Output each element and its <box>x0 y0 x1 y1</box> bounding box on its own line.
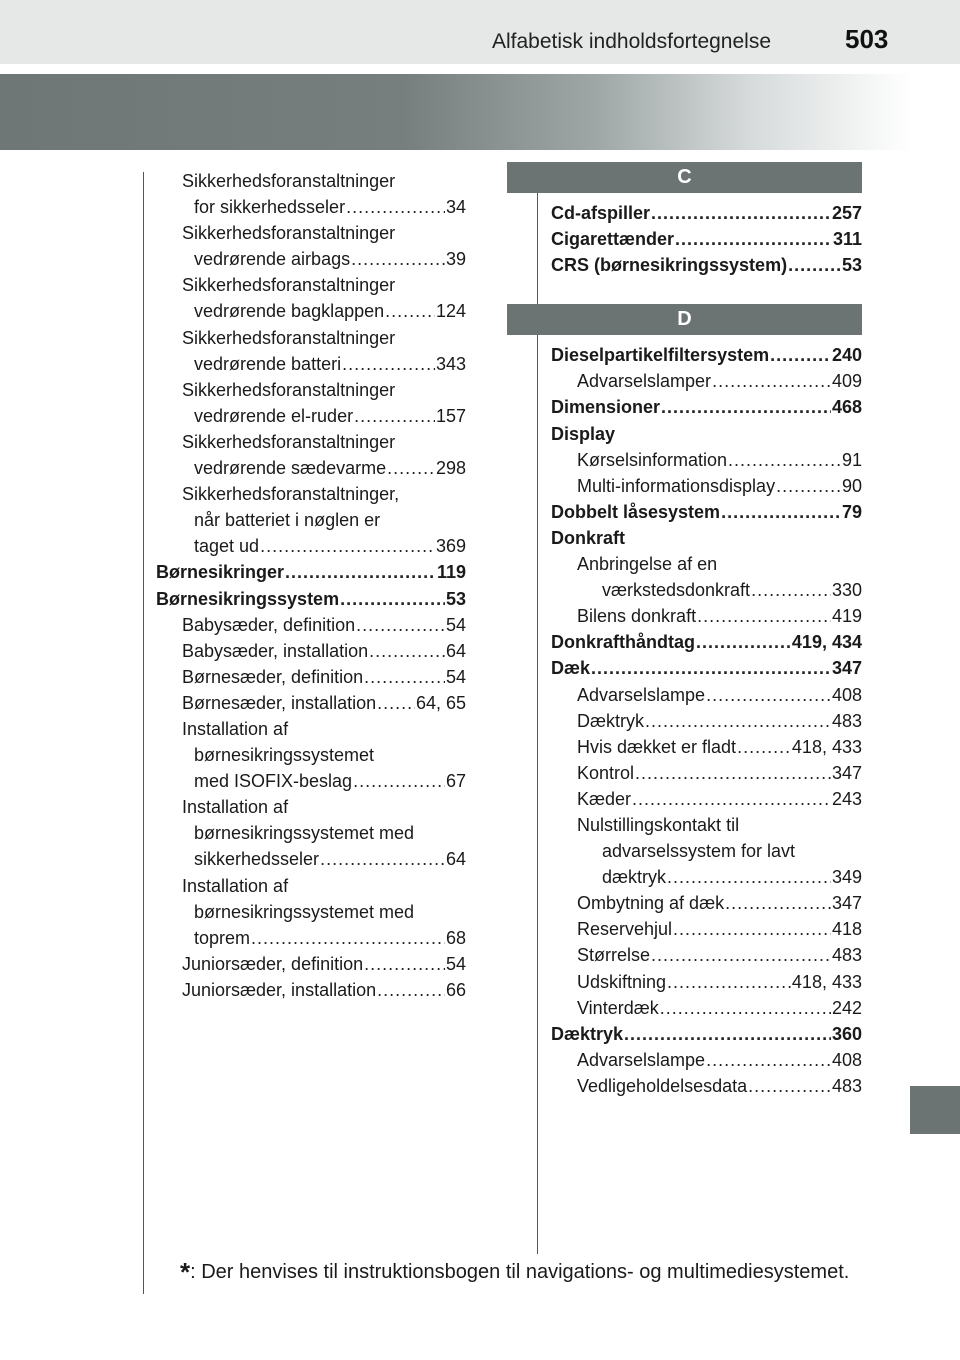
index-entry-term: vedrørende airbags <box>194 249 351 270</box>
index-entry <box>551 838 862 864</box>
index-entry-term: Sikkerhedsforanstaltninger <box>182 275 396 296</box>
dot-leader <box>675 226 832 252</box>
index-entry-page: 347 <box>831 893 862 914</box>
index-entry <box>551 447 862 473</box>
index-entry <box>156 429 466 455</box>
dot-leader <box>751 577 831 603</box>
index-entry-page: 91 <box>841 449 862 470</box>
index-entry <box>156 298 466 324</box>
index-entry <box>156 559 466 585</box>
index-entry-page: 418 <box>831 919 862 940</box>
index-entry <box>551 969 862 995</box>
footnote-text: : Der henvises til instruktionsbogen til navigations- og multimediesystemet. <box>190 1261 850 1283</box>
index-entry-page: 54 <box>445 666 466 687</box>
index-entry <box>551 577 862 603</box>
index-entry-page: 157 <box>435 405 466 426</box>
index-entry-page: 66 <box>445 979 466 1000</box>
index-entry-term: vedrørende bagklappen <box>194 301 385 322</box>
index-entry <box>156 272 466 298</box>
index-entry <box>551 551 862 577</box>
index-entry <box>156 925 466 951</box>
index-entry-term: Babysæder, definition <box>182 614 356 635</box>
index-entry-term: toprem <box>194 927 251 948</box>
dot-leader <box>351 246 445 272</box>
index-entry <box>551 682 862 708</box>
index-entry-page: 298 <box>435 458 466 479</box>
index-entry <box>551 368 862 394</box>
index-entry-page: 468 <box>831 397 862 418</box>
index-entry <box>551 995 862 1021</box>
index-entry-term: Kørselsinformation <box>577 449 728 470</box>
dot-leader <box>632 786 831 812</box>
index-entry <box>156 846 466 872</box>
index-entry-page: 119 <box>436 562 466 583</box>
index-entry-term: vedrørende sædevarme <box>194 458 387 479</box>
index-entry-term: Udskiftning <box>577 971 667 992</box>
index-entry-term: taget ud <box>194 536 260 557</box>
index-entry-term: Kontrol <box>577 762 635 783</box>
index-entry-page: 34 <box>445 197 466 218</box>
footnote <box>180 1257 849 1288</box>
dot-leader <box>651 200 831 226</box>
index-entry-term: Bilens donkraft <box>577 606 697 627</box>
index-entry <box>551 1021 862 1047</box>
index-entry-term: børnesikringssystemet med <box>194 823 415 844</box>
index-entry <box>551 734 862 760</box>
index-entry-term: Donkrafthåndtag <box>551 632 695 653</box>
index-entry-page: 68 <box>445 927 466 948</box>
index-entry-page: 39 <box>445 249 466 270</box>
index-entry-term: Juniorsæder, definition <box>182 953 364 974</box>
index-entry-page: 257 <box>831 203 862 223</box>
index-entry-term: for sikkerhedsseler <box>194 197 346 218</box>
index-entry-page: 483 <box>831 1075 862 1096</box>
index-entry <box>551 226 862 252</box>
index-entry <box>551 942 862 968</box>
dot-leader <box>645 708 831 734</box>
dot-leader <box>706 682 831 708</box>
index-entry <box>551 864 862 890</box>
dot-leader <box>364 951 445 977</box>
left-margin-rule <box>143 172 144 1294</box>
index-entry-page: 408 <box>831 1049 862 1070</box>
dot-leader <box>788 252 841 278</box>
index-entry <box>551 760 862 786</box>
index-entry <box>156 690 466 716</box>
index-entry-term: Børnesikringssystem <box>156 588 340 609</box>
index-entry <box>156 794 466 820</box>
index-entry-term: vedrørende el-ruder <box>194 405 354 426</box>
dot-leader <box>721 499 841 525</box>
index-entry <box>551 629 862 655</box>
dot-leader <box>251 925 445 951</box>
index-entry <box>156 873 466 899</box>
index-entry-term: Børnesæder, installation <box>182 692 377 713</box>
dot-leader <box>635 760 831 786</box>
index-entry-term: sikkerhedsseler <box>194 849 320 870</box>
dot-leader <box>667 969 791 995</box>
index-entry <box>156 742 466 768</box>
index-entry-term: Installation af <box>182 797 289 818</box>
index-entry <box>156 586 466 612</box>
index-entry-page: 419, 434 <box>791 632 862 653</box>
dot-leader <box>725 890 831 916</box>
index-entry <box>551 342 862 368</box>
index-entry-page: 419 <box>831 606 862 627</box>
index-entry-page: 347 <box>831 658 862 679</box>
index-entry <box>551 1073 862 1099</box>
index-entry <box>551 499 862 525</box>
index-entry-term: Dimensioner <box>551 397 661 418</box>
index-entry-term: Cigarettænder <box>551 229 675 250</box>
header-bar <box>0 0 960 64</box>
index-entry <box>551 812 862 838</box>
index-entry-page: 349 <box>831 867 862 888</box>
footnote-asterisk: * <box>180 1257 191 1287</box>
index-entry <box>551 525 862 551</box>
index-entry-page: 343 <box>435 353 466 374</box>
index-entry-page: 408 <box>831 684 862 705</box>
dot-leader <box>706 1047 831 1073</box>
index-entry <box>551 916 862 942</box>
index-entry-term: når batteriet i nøglen er <box>194 510 381 531</box>
dot-leader <box>591 655 831 681</box>
index-entry-term: Vinterdæk <box>577 997 659 1018</box>
index-entry-term: børnesikringssystemet <box>194 745 375 766</box>
page-number: 503 <box>845 24 889 54</box>
index-entry-page: 409 <box>831 371 862 392</box>
index-entry <box>156 716 466 742</box>
dot-leader <box>356 612 445 638</box>
index-entry-term: Sikkerhedsforanstaltninger <box>182 327 396 348</box>
index-entry <box>551 473 862 499</box>
index-entry-term: med ISOFIX-beslag <box>194 771 353 792</box>
dot-leader <box>697 603 831 629</box>
index-entry <box>551 890 862 916</box>
index-entry-term: værkstedsdonkraft <box>602 580 751 601</box>
dot-leader <box>660 995 831 1021</box>
index-column-right <box>551 162 862 1099</box>
index-entry <box>156 768 466 794</box>
index-entry <box>156 533 466 559</box>
index-entry <box>551 655 862 681</box>
index-entry <box>551 394 862 420</box>
index-entry-page: 64 <box>445 849 466 870</box>
index-entry-page: 360 <box>831 1023 862 1044</box>
index-entry-term: Dæktryk <box>551 1023 624 1044</box>
dot-leader <box>377 690 415 716</box>
index-entry-term: børnesikringssystemet med <box>194 901 415 922</box>
index-entry <box>156 664 466 690</box>
index-entry <box>551 1047 862 1073</box>
index-entry-page: 347 <box>831 762 862 783</box>
dot-leader <box>354 403 435 429</box>
index-entry-term: Vedligeholdelsesdata <box>577 1075 748 1096</box>
index-entry-page: 64 <box>445 640 466 661</box>
index-entry-term: Advarselslampe <box>577 1049 706 1070</box>
dot-leader <box>377 977 445 1003</box>
dot-leader <box>667 864 831 890</box>
chapter-tab <box>910 1086 960 1134</box>
index-entry-term: Børnesikringer <box>156 562 285 583</box>
index-entry <box>156 507 466 533</box>
index-entry <box>156 455 466 481</box>
index-entry <box>156 638 466 664</box>
index-entry <box>551 252 862 278</box>
index-entry-page: 483 <box>831 945 862 966</box>
dot-leader <box>353 768 445 794</box>
dot-leader <box>770 342 831 368</box>
dot-leader <box>342 351 435 377</box>
dot-leader <box>320 846 445 872</box>
index-entry <box>551 603 862 629</box>
index-entry-term: Multi-informationsdisplay <box>577 475 776 496</box>
section-c-entries <box>551 200 862 278</box>
index-entry-term: Reservehjul <box>577 919 673 940</box>
index-entry <box>156 325 466 351</box>
index-entry-page: 418, 433 <box>791 736 862 757</box>
index-entry-term: Installation af <box>182 718 289 739</box>
index-entry <box>551 200 862 226</box>
index-entry-page: 240 <box>831 345 862 366</box>
index-entry-page: 330 <box>831 580 862 601</box>
index-entry-term: Donkraft <box>551 527 626 548</box>
dot-leader <box>369 638 445 664</box>
index-entry-term: advarselssystem for lavt <box>602 841 796 862</box>
section-letter-d: D <box>507 304 862 335</box>
index-entry <box>156 246 466 272</box>
index-entry-page: 418, 433 <box>791 971 862 992</box>
dot-leader <box>712 368 831 394</box>
dot-leader <box>661 394 831 420</box>
index-entry-page: 67 <box>445 771 466 792</box>
dot-leader <box>285 559 436 585</box>
index-entry <box>551 708 862 734</box>
index-entry-term: Advarselslamper <box>577 371 712 392</box>
index-entry-page: 53 <box>841 255 862 276</box>
index-entry-term: Anbringelse af en <box>577 554 718 575</box>
index-entry-term: Børnesæder, definition <box>182 666 364 687</box>
index-entry-term: Dæk <box>551 658 591 679</box>
index-entry-term: Dieselpartikelfiltersystem <box>551 345 770 366</box>
dot-leader <box>748 1073 831 1099</box>
index-entry-term: Dobbelt låsesystem <box>551 501 721 522</box>
index-entry <box>156 820 466 846</box>
page-header-title: Alfabetisk indholdsfortegnelse <box>492 30 772 53</box>
index-entry-term: Nulstillingskontakt til <box>577 814 740 835</box>
index-entry-term: Hvis dækket er fladt <box>577 736 737 757</box>
dot-leader <box>387 455 435 481</box>
index-entry <box>551 786 862 812</box>
index-entry-term: Display <box>551 423 616 444</box>
dot-leader <box>651 942 831 968</box>
index-entry-term: vedrørende batteri <box>194 353 342 374</box>
index-entry-term: Sikkerhedsforanstaltninger <box>182 171 396 191</box>
dot-leader <box>673 916 831 942</box>
index-entry <box>156 977 466 1003</box>
dot-leader <box>624 1021 831 1047</box>
dot-leader <box>364 664 445 690</box>
dot-leader <box>728 447 841 473</box>
index-entry-page: 124 <box>435 301 466 322</box>
dot-leader <box>385 298 435 324</box>
index-entry-term: Cd-afspiller <box>551 203 651 223</box>
index-entry <box>551 421 862 447</box>
index-entry-term: Ombytning af dæk <box>577 893 725 914</box>
index-entry <box>156 951 466 977</box>
dot-leader <box>737 734 791 760</box>
index-entry <box>156 194 466 220</box>
index-entry-page: 53 <box>445 588 466 609</box>
header-banner <box>0 74 960 150</box>
index-entry-term: Installation af <box>182 875 289 896</box>
index-entry-page: 311 <box>832 229 862 250</box>
index-entry-term: Babysæder, installation <box>182 640 369 661</box>
dot-leader <box>260 533 435 559</box>
index-entry-page: 243 <box>831 788 862 809</box>
index-entry <box>156 168 466 194</box>
index-entry <box>156 403 466 429</box>
index-entry <box>156 899 466 925</box>
index-entry-term: Kæder <box>577 788 632 809</box>
index-entry-page: 79 <box>841 501 862 522</box>
dot-leader <box>346 194 445 220</box>
index-entry-term: CRS (børnesikringssystem) <box>551 255 788 276</box>
index-entry-term: Advarselslampe <box>577 684 706 705</box>
index-entry <box>156 612 466 638</box>
index-entry-term: Størrelse <box>577 945 651 966</box>
index-entry-term: dæktryk <box>602 867 667 888</box>
index-entry-term: Sikkerhedsforanstaltninger, <box>182 484 400 505</box>
dot-leader <box>696 629 791 655</box>
index-entry-page: 54 <box>445 614 466 635</box>
dot-leader <box>776 473 841 499</box>
index-entry-term: Dæktryk <box>577 710 644 731</box>
index-entry-page: 369 <box>435 536 466 557</box>
dot-leader <box>340 586 445 612</box>
index-entry-term: Sikkerhedsforanstaltninger <box>182 379 396 400</box>
index-entry-page: 64, 65 <box>415 692 466 713</box>
index-entry-page: 483 <box>831 710 862 731</box>
index-entry-page: 242 <box>831 997 862 1018</box>
index-entry <box>156 220 466 246</box>
index-entry <box>156 351 466 377</box>
index-entry-term: Sikkerhedsforanstaltninger <box>182 223 396 244</box>
index-entry-page: 90 <box>841 475 862 496</box>
section-letter-c: C <box>507 162 862 193</box>
index-entry-page: 54 <box>445 953 466 974</box>
index-entry <box>156 481 466 507</box>
index-entry-term: Sikkerhedsforanstaltninger <box>182 431 396 452</box>
index-entry <box>156 377 466 403</box>
index-column-left <box>156 168 466 1003</box>
index-entry-term: Juniorsæder, installation <box>182 979 377 1000</box>
section-d-entries <box>551 342 862 1099</box>
